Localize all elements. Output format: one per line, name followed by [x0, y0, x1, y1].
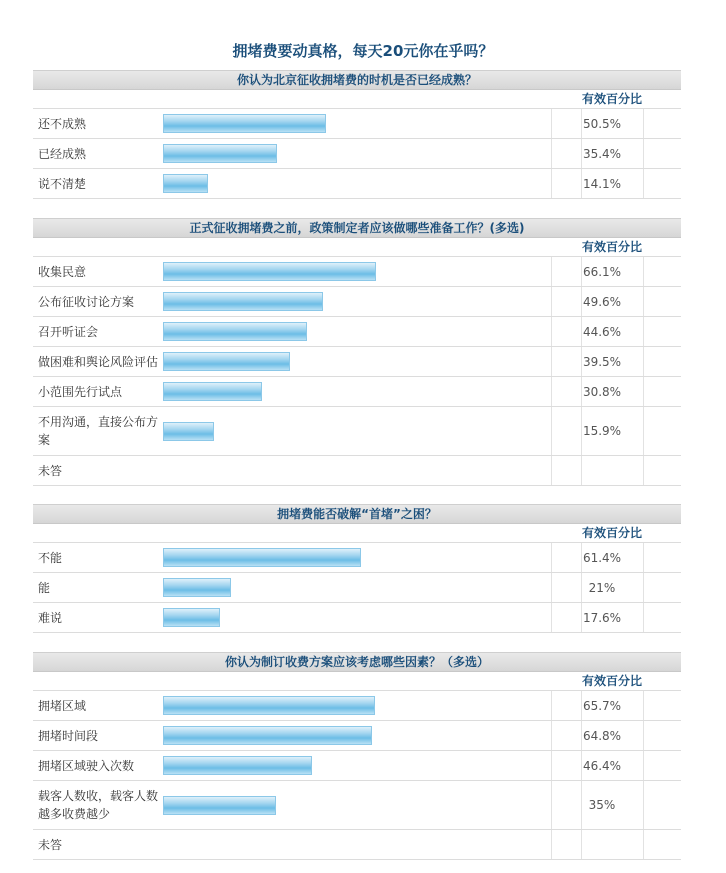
answer-label: 未答 — [38, 837, 63, 852]
answer-label: 还不成熟 — [38, 116, 87, 131]
answer-percent: 14.1% — [582, 176, 622, 191]
answer-percent: 15.9% — [582, 424, 622, 438]
answer-percent: 35.4% — [582, 146, 622, 161]
answer-row — [33, 257, 681, 287]
answer-label: 难说 — [38, 610, 63, 625]
answer-row — [33, 139, 681, 169]
answer-row — [33, 543, 681, 573]
answer-label: 召开听证会 — [38, 324, 99, 339]
survey-question-3 — [33, 504, 681, 633]
answer-bar — [163, 578, 231, 597]
answer-label: 拥堵区域 — [38, 698, 87, 713]
percent-column-label: 有效百分比 — [581, 526, 642, 540]
answer-label: 公布征收讨论方案 — [38, 294, 135, 309]
answer-bar — [163, 756, 312, 775]
answer-percent: 46.4% — [582, 758, 622, 773]
answer-bar — [163, 608, 220, 627]
answer-row — [33, 377, 681, 407]
answer-label: 不能 — [38, 550, 63, 565]
answer-row — [33, 169, 681, 199]
percent-column-label: 有效百分比 — [581, 92, 642, 106]
answer-label: 小范围先行试点 — [38, 384, 123, 399]
answer-row — [33, 317, 681, 347]
answer-bar — [163, 548, 361, 567]
answer-row — [33, 691, 681, 721]
column-header — [33, 524, 681, 543]
answer-percent — [551, 456, 653, 485]
answer-row — [33, 407, 681, 456]
question-title: 你认为北京征收拥堵费的时机是否已经成熟？ — [33, 70, 681, 90]
answer-row — [33, 287, 681, 317]
answer-label: 收集民意 — [38, 264, 87, 279]
answer-bar — [163, 726, 372, 745]
answer-label: 拥堵区域驶入次数 — [38, 758, 135, 773]
column-header — [33, 238, 681, 257]
answer-bar — [163, 144, 277, 163]
answer-percent: 30.8% — [582, 384, 622, 399]
column-header — [33, 90, 681, 109]
survey-question-1 — [33, 70, 681, 199]
answer-row — [33, 109, 681, 139]
answer-bar — [163, 352, 290, 371]
answer-label: 做困难和舆论风险评估 — [38, 354, 159, 369]
question-title: 正式征收拥堵费之前，政策制定者应该做哪些准备工作？(多选) — [33, 218, 681, 238]
answer-percent — [551, 830, 653, 859]
answer-row — [33, 751, 681, 781]
answer-label: 已经成熟 — [38, 146, 87, 161]
answer-percent: 39.5% — [582, 354, 622, 369]
answer-label: 说不清楚 — [38, 176, 87, 191]
answer-label: 载客人数收，载客人数越多收费越少 — [38, 789, 159, 821]
answer-row — [33, 573, 681, 603]
column-header — [33, 672, 681, 691]
percent-column-label: 有效百分比 — [581, 674, 642, 688]
answer-label: 拥堵时间段 — [38, 728, 99, 743]
answer-percent: 65.7% — [582, 698, 622, 713]
answer-label: 能 — [38, 580, 51, 595]
answer-row — [33, 603, 681, 633]
answer-bar — [163, 696, 375, 715]
answer-percent: 35% — [588, 798, 616, 812]
answer-bar — [163, 322, 307, 341]
answer-row — [33, 347, 681, 377]
answer-percent: 64.8% — [582, 728, 622, 743]
answer-percent: 49.6% — [582, 294, 622, 309]
answer-percent: 44.6% — [582, 324, 622, 339]
answer-percent: 66.1% — [582, 264, 622, 279]
answer-bar — [163, 262, 376, 281]
page-title: 拥堵费要动真格，每天20元你在乎吗？ — [232, 42, 494, 60]
answer-percent: 17.6% — [582, 610, 622, 625]
answer-bar — [163, 382, 262, 401]
answer-row — [33, 456, 681, 486]
answer-bar — [163, 114, 326, 133]
answer-bar — [163, 292, 323, 311]
percent-column-label: 有效百分比 — [581, 240, 642, 254]
answer-percent: 50.5% — [582, 116, 622, 131]
question-title: 拥堵费能否破解“首堵”之困？ — [33, 504, 681, 524]
survey-question-2 — [33, 218, 681, 486]
answer-percent: 61.4% — [582, 550, 622, 565]
answer-row — [33, 721, 681, 751]
answer-row — [33, 830, 681, 860]
answer-label: 未答 — [38, 463, 63, 478]
question-title: 你认为制订收费方案应该考虑哪些因素？（多选） — [33, 652, 681, 672]
answer-row — [33, 781, 681, 830]
answer-bar — [163, 796, 276, 815]
answer-percent: 21% — [588, 580, 616, 595]
survey-question-4 — [33, 652, 681, 860]
answer-bar — [163, 422, 214, 441]
answer-label: 不用沟通，直接公布方案 — [38, 415, 159, 447]
answer-bar — [163, 174, 208, 193]
